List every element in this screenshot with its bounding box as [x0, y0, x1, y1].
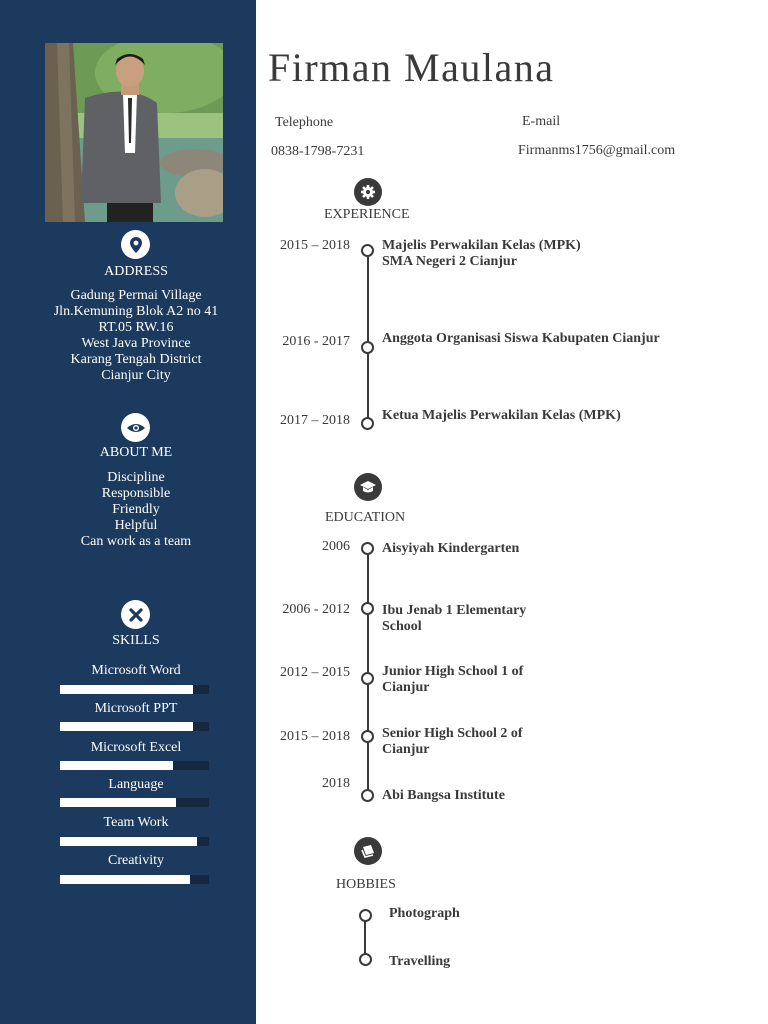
profile-photo	[45, 43, 223, 222]
hobby-item: Travelling	[389, 954, 451, 969]
hobby-item: Photograph	[389, 906, 460, 921]
book-icon	[354, 837, 382, 865]
candidate-name: Firman Maulana	[268, 45, 555, 90]
location-pin-icon	[121, 230, 150, 259]
skill-label: Microsoft PPT	[94, 701, 178, 716]
skill-label: Microsoft Word	[91, 663, 181, 678]
timeline-dot	[361, 672, 374, 685]
about-line: Can work as a team	[80, 534, 192, 549]
education-title-line: Cianjur	[382, 742, 430, 757]
skill-label: Language	[108, 777, 164, 792]
timeline-dot	[361, 417, 374, 430]
experience-title	[382, 331, 660, 347]
skill-bar-fill	[60, 798, 176, 807]
education-title-line: Junior High School 1 of	[382, 664, 524, 679]
address-line: Cianjur City	[101, 368, 171, 383]
about-line: Discipline	[107, 470, 165, 485]
eye-icon	[121, 413, 150, 442]
sidebar	[0, 0, 256, 1024]
experience-title	[382, 238, 581, 270]
skill-bar	[60, 722, 209, 731]
address-line: Gadung Permai Village	[70, 288, 202, 303]
timeline-dot	[361, 789, 374, 802]
hobbies-timeline	[364, 918, 366, 958]
timeline-dot	[359, 909, 372, 922]
experience-title-line: Ketua Majelis Perwakilan Kelas (MPK)	[382, 408, 621, 423]
timeline-dot	[361, 341, 374, 354]
education-title-line: Ibu Jenab 1 Elementary	[382, 603, 527, 618]
skill-label: Creativity	[108, 853, 164, 868]
education-title	[382, 664, 523, 696]
education-date: 2006	[322, 539, 350, 554]
skill-bar	[60, 685, 209, 694]
skill-bar	[60, 798, 209, 807]
education-date: 2012 – 2015	[280, 665, 350, 680]
skill-bar-fill	[60, 875, 190, 884]
tools-icon	[121, 600, 150, 629]
skill-bar-fill	[60, 761, 173, 770]
education-title	[382, 541, 519, 557]
timeline-dot	[361, 730, 374, 743]
skill-bar	[60, 837, 209, 846]
education-title	[382, 726, 523, 758]
education-title-line: School	[382, 619, 422, 634]
experience-heading: EXPERIENCE	[324, 207, 410, 222]
experience-timeline	[367, 254, 369, 420]
about-line: Helpful	[114, 518, 158, 533]
skills-heading: SKILLS	[112, 633, 160, 648]
about-line: Responsible	[101, 486, 171, 501]
skill-label: Microsoft Excel	[90, 740, 182, 755]
experience-date: 2017 – 2018	[280, 413, 350, 428]
skill-label: Team Work	[103, 815, 169, 830]
education-date: 2018	[322, 776, 350, 791]
address-line: Jln.Kemuning Blok A2 no 41	[53, 304, 219, 319]
skill-bar-fill	[60, 722, 193, 731]
timeline-dot	[361, 602, 374, 615]
education-title-line: Aisyiyah Kindergarten	[382, 541, 520, 556]
education-title-line: Cianjur	[382, 680, 430, 695]
experience-date: 2016 - 2017	[282, 334, 350, 349]
hobbies-heading: HOBBIES	[336, 877, 396, 892]
about-heading: ABOUT ME	[99, 445, 173, 460]
education-title-line: Abi Bangsa Institute	[382, 788, 505, 803]
education-date: 2015 – 2018	[280, 729, 350, 744]
telephone-value: 0838-1798-7231	[271, 144, 365, 159]
education-date: 2006 - 2012	[282, 602, 350, 617]
experience-title-line: Majelis Perwakilan Kelas (MPK)	[382, 238, 581, 253]
telephone-label: Telephone	[275, 115, 334, 130]
experience-date: 2015 – 2018	[280, 238, 350, 253]
about-block	[0, 470, 272, 550]
education-title	[382, 788, 505, 804]
skill-bar-fill	[60, 837, 197, 846]
timeline-dot	[359, 953, 372, 966]
address-line: RT.05 RW.16	[98, 320, 174, 335]
email-label: E-mail	[522, 114, 561, 129]
address-heading: ADDRESS	[104, 264, 168, 279]
address-line: Karang Tengah District	[70, 352, 202, 367]
education-title	[382, 603, 526, 635]
email-value: Firmanms1756@gmail.com	[518, 143, 676, 158]
timeline-dot	[361, 244, 374, 257]
address-line: West Java Province	[81, 336, 191, 351]
experience-title-line: Anggota Organisasi Siswa Kabupaten Cianjur	[382, 331, 660, 346]
experience-title-line: SMA Negeri 2 Cianjur	[382, 254, 517, 269]
education-title-line: Senior High School 2 of	[382, 726, 523, 741]
timeline-dot	[361, 542, 374, 555]
education-heading: EDUCATION	[325, 510, 406, 525]
graduation-cap-icon	[354, 473, 382, 501]
skill-bar	[60, 875, 209, 884]
skill-bar	[60, 761, 209, 770]
about-line: Friendly	[112, 502, 160, 517]
gear-icon	[354, 178, 382, 206]
skill-bar-fill	[60, 685, 193, 694]
experience-title	[382, 408, 621, 424]
